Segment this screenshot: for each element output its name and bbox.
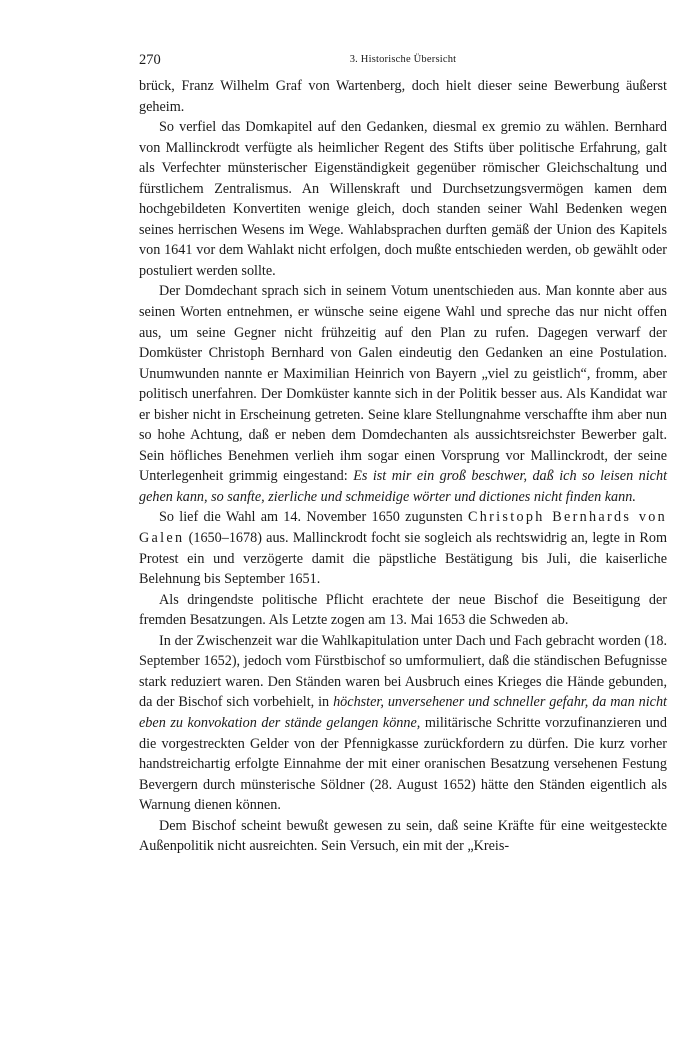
text-run: So lief die Wahl am 14. November 1650 zugunsten — [159, 509, 468, 526]
italic-quote: höchster, unversehener und schneller gefahr, da man nicht eben zu konvokation der stände gelangen könne, — [139, 694, 668, 731]
paragraph — [139, 117, 667, 281]
text-run: In der Zwischenzeit war die Wahlkapitulation unter Dach und Fach gebracht worden (18. September 1652), jedoch vom Fürstbischof so umformuliert, daß die ständischen Befugnisse stark reduziert waren. Den Ständen waren bei Ausbruch eines Krieges die Hände gebunden, da der Bischof sich vorbehielt, in — [139, 632, 667, 711]
text-run: Dem Bischof scheint bewußt gewesen zu sein, daß seine Kräfte für eine weitgesteckte Außenpolitik nicht ausreichten. Sein Versuch, ein mit der „Kreis- — [139, 817, 667, 855]
paragraph — [139, 507, 667, 589]
paragraph — [139, 631, 667, 816]
book-page — [139, 52, 667, 857]
paragraph — [139, 816, 667, 857]
text-run: militärische Schritte vorzufinanzieren und die vorgestreckten Gelder von der Pfennigkasse zurückfordern zu dürfen. Die kurz vorher handstreichartig erfolgte Einnahme der mit einer oranischen Besatzung versehenen Festung Bevergern durch münsterische Söldner (28. August 1652) hätte den Ständen eigentlich als Warnung dienen können. — [139, 714, 667, 814]
italic-quote: Es ist mir ein groß beschwer, daß ich so leisen nicht gehen kann, so sanfte, zierliche und schmeidige wörter und dictiones nicht finden kann. — [139, 468, 668, 505]
page-number: 270 — [139, 52, 161, 68]
paragraph — [139, 76, 667, 117]
text-run: Der Domdechant sprach sich in seinem Votum unentschieden aus. Man konnte aber aus seinen Worten entnehmen, er wünsche seine eigene Wahl und spreche das nur nicht offen aus, um seine Gegner nicht frühzeitig auf den Plan zu rufen. Dagegen verwarf der Domküster Christoph Bernhard von Galen eindeutig den Gedanken an eine Postulation. Unumwunden nannte er Maximilian Heinrich von Bayern „viel zu geistlich“, fromm, aber politisch unerfahren. Der Domküster kannte sich in der Politik besser aus. Als Kandidat war er bisher nicht in Erscheinung getreten. Seine klare Stellungnahme verschaffte ihm aber nun so hohe Achtung, daß er neben dem Domdechanten als aussichtsreichster Bewerber galt. Sein höfliches Benehmen verlieh ihm sogar einen Vorsprung vor Mallinckrodt, der seine Unterlegenheit grimmig eingestand: — [139, 283, 667, 485]
text-run: Als dringendste politische Pflicht erachtete der neue Bischof die Beseitigung der fremden Besatzungen. Als Letzte zogen am 13. Mai 1653 die Schweden ab. — [139, 591, 667, 629]
text-run: brück, Franz Wilhelm Graf von Wartenberg, doch hielt dieser seine Bewerbung äußerst geheim. — [139, 78, 667, 115]
text-run: So verfiel das Domkapitel auf den Gedanken, diesmal ex gremio zu wählen. Bernhard von Mallinckrodt verfügte als heimlicher Regent des Stifts über politische Erfahrung, galt als Verfechter münsterischer Eigenständigkeit gegenüber römischer Gleichschaltung und fürstlichem Zentralismus. An Willenskraft und Durchsetzungsvermögen kamen dem hochgebildeten Konvertiten wenige gleich, doch standen seiner Wahl Bedenken wegen seines herrischen Wesens im Wege. Wahlabsprachen durften gemäß der Union des Kapitels von 1641 vor dem Wahlakt nicht erfolgen, doch mußte entschieden werden, ob gewählt oder postuliert werden sollte. — [139, 119, 667, 279]
paragraph — [139, 281, 667, 507]
paragraph — [139, 590, 667, 631]
text-run: (1650–1678) aus. Mallinckrodt focht sie sogleich als rechtswidrig an, legte in Rom Protest ein und verzögerte damit die päpstliche Bestätigung bis Juli, die kaiserliche Belehnung bis September 1651. — [139, 530, 667, 588]
section-title: 3. Historische Übersicht — [349, 54, 457, 65]
running-header — [139, 52, 667, 76]
spaced-name: Christoph Bernhards von Galen — [139, 509, 667, 547]
body-text — [139, 76, 667, 857]
